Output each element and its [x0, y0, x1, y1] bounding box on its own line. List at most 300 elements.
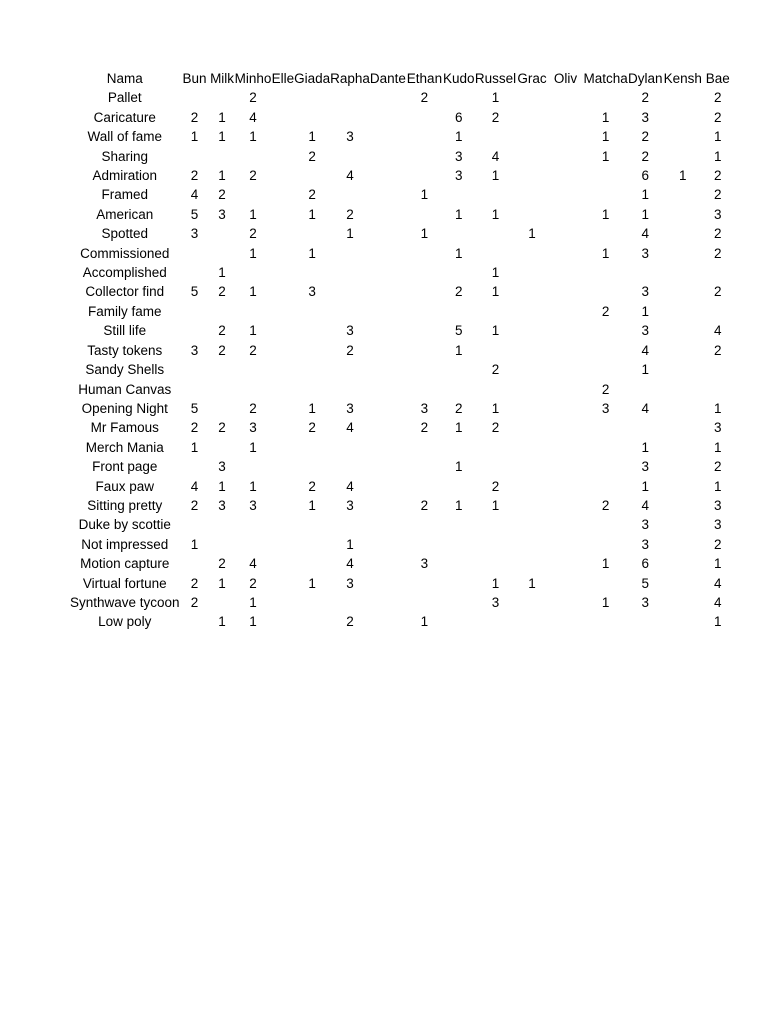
value-cell[interactable]: 4 — [641, 497, 649, 513]
value-cell[interactable]: 1 — [190, 439, 199, 455]
value-cell[interactable] — [406, 438, 443, 457]
value-cell[interactable] — [330, 282, 370, 301]
value-cell[interactable]: 1 — [491, 265, 500, 281]
value-cell[interactable]: 2 — [601, 497, 610, 513]
value-cell[interactable] — [210, 593, 235, 612]
value-cell[interactable] — [516, 88, 547, 107]
value-cell[interactable] — [272, 205, 295, 224]
value-cell[interactable] — [294, 515, 330, 534]
value-cell[interactable] — [628, 263, 663, 282]
value-cell[interactable]: 3 — [641, 245, 649, 261]
value-cell[interactable]: 2 — [601, 381, 610, 397]
value-cell[interactable] — [516, 185, 547, 204]
value-cell[interactable]: 2 — [249, 575, 257, 591]
value-cell[interactable] — [663, 418, 703, 437]
value-cell[interactable] — [443, 612, 475, 631]
row-label-cell[interactable]: Mr Famous — [90, 420, 159, 436]
value-cell[interactable] — [272, 321, 295, 340]
value-cell[interactable]: 2 — [420, 497, 429, 513]
value-cell[interactable] — [547, 321, 583, 340]
value-cell[interactable]: 6 — [641, 168, 649, 184]
value-cell[interactable] — [406, 302, 443, 321]
value-cell[interactable] — [235, 263, 272, 282]
value-cell[interactable] — [474, 380, 516, 399]
column-header-cell[interactable]: Ethan — [406, 71, 443, 86]
value-cell[interactable] — [370, 88, 406, 107]
value-cell[interactable] — [272, 185, 295, 204]
value-cell[interactable]: 1 — [713, 614, 722, 630]
value-cell[interactable] — [235, 302, 272, 321]
value-cell[interactable] — [370, 360, 406, 379]
value-cell[interactable] — [663, 282, 703, 301]
value-cell[interactable] — [547, 147, 583, 166]
row-label-cell[interactable]: Tasty tokens — [87, 342, 163, 358]
value-cell[interactable] — [210, 147, 235, 166]
value-cell[interactable]: 2 — [308, 187, 316, 203]
value-cell[interactable] — [294, 302, 330, 321]
value-cell[interactable] — [272, 224, 295, 243]
value-cell[interactable]: 2 — [346, 206, 354, 222]
value-cell[interactable]: 2 — [308, 148, 316, 164]
value-cell[interactable] — [547, 477, 583, 496]
value-cell[interactable] — [294, 360, 330, 379]
value-cell[interactable]: 2 — [190, 594, 199, 610]
value-cell[interactable] — [547, 108, 583, 127]
value-cell[interactable] — [663, 612, 703, 631]
value-cell[interactable] — [294, 535, 330, 554]
value-cell[interactable] — [474, 438, 516, 457]
value-cell[interactable] — [180, 321, 210, 340]
value-cell[interactable] — [210, 380, 235, 399]
value-cell[interactable]: 1 — [249, 284, 257, 300]
value-cell[interactable] — [583, 574, 627, 593]
value-cell[interactable] — [370, 263, 406, 282]
value-cell[interactable]: 5 — [190, 400, 199, 416]
row-label-cell[interactable]: Opening Night — [81, 400, 168, 416]
value-cell[interactable] — [443, 535, 475, 554]
value-cell[interactable] — [663, 224, 703, 243]
value-cell[interactable] — [443, 360, 475, 379]
value-cell[interactable]: 1 — [713, 556, 722, 572]
value-cell[interactable]: 2 — [420, 420, 429, 436]
row-label-cell[interactable]: Spotted — [101, 226, 149, 242]
row-label-cell[interactable]: Front page — [92, 459, 158, 475]
column-header-cell[interactable]: Elle — [271, 71, 295, 86]
value-cell[interactable] — [443, 302, 475, 321]
value-cell[interactable]: 5 — [641, 575, 649, 591]
value-cell[interactable] — [663, 263, 703, 282]
value-cell[interactable]: 1 — [308, 245, 316, 261]
value-cell[interactable] — [516, 593, 547, 612]
value-cell[interactable] — [330, 244, 370, 263]
value-cell[interactable] — [370, 108, 406, 127]
value-cell[interactable]: 3 — [346, 323, 354, 339]
value-cell[interactable] — [370, 418, 406, 437]
value-cell[interactable] — [547, 166, 583, 185]
value-cell[interactable] — [272, 147, 295, 166]
value-cell[interactable] — [272, 263, 295, 282]
value-cell[interactable] — [663, 399, 703, 418]
value-cell[interactable]: 2 — [249, 226, 257, 242]
value-cell[interactable] — [516, 515, 547, 534]
value-cell[interactable] — [294, 108, 330, 127]
value-cell[interactable] — [210, 438, 235, 457]
value-cell[interactable] — [180, 457, 210, 476]
value-cell[interactable] — [663, 574, 703, 593]
value-cell[interactable]: 1 — [454, 497, 463, 513]
value-cell[interactable] — [180, 380, 210, 399]
value-cell[interactable]: 3 — [346, 400, 354, 416]
value-cell[interactable] — [406, 108, 443, 127]
value-cell[interactable]: 1 — [249, 439, 257, 455]
value-cell[interactable] — [370, 515, 406, 534]
value-cell[interactable]: 3 — [713, 420, 722, 436]
value-cell[interactable]: 2 — [346, 342, 354, 358]
value-cell[interactable]: 3 — [641, 459, 649, 475]
value-cell[interactable] — [330, 457, 370, 476]
value-cell[interactable]: 1 — [678, 168, 687, 184]
value-cell[interactable] — [547, 185, 583, 204]
value-cell[interactable] — [547, 457, 583, 476]
value-cell[interactable] — [294, 341, 330, 360]
row-label-cell[interactable]: Wall of fame — [87, 129, 163, 145]
value-cell[interactable] — [294, 224, 330, 243]
value-cell[interactable]: 2 — [420, 90, 429, 106]
value-cell[interactable] — [547, 496, 583, 515]
value-cell[interactable]: 3 — [641, 323, 649, 339]
value-cell[interactable]: 1 — [491, 323, 500, 339]
value-cell[interactable] — [235, 185, 272, 204]
value-cell[interactable] — [235, 380, 272, 399]
value-cell[interactable]: 6 — [641, 556, 649, 572]
value-cell[interactable]: 2 — [308, 478, 316, 494]
value-cell[interactable]: 1 — [420, 614, 429, 630]
value-cell[interactable]: 1 — [641, 303, 649, 319]
value-cell[interactable] — [272, 574, 295, 593]
value-cell[interactable] — [272, 282, 295, 301]
value-cell[interactable]: 4 — [641, 400, 649, 416]
value-cell[interactable]: 1 — [249, 245, 257, 261]
value-cell[interactable]: 2 — [491, 109, 500, 125]
value-cell[interactable] — [547, 554, 583, 573]
value-cell[interactable] — [272, 127, 295, 146]
value-cell[interactable] — [272, 380, 295, 399]
value-cell[interactable]: 1 — [249, 206, 257, 222]
value-cell[interactable]: 2 — [218, 187, 226, 203]
value-cell[interactable]: 3 — [420, 400, 429, 416]
value-cell[interactable]: 1 — [601, 594, 610, 610]
value-cell[interactable]: 1 — [454, 129, 463, 145]
value-cell[interactable] — [516, 438, 547, 457]
row-label-cell[interactable]: Collector find — [85, 284, 165, 300]
value-cell[interactable] — [703, 360, 733, 379]
column-header-cell[interactable]: Kudo — [442, 71, 475, 86]
value-cell[interactable] — [663, 438, 703, 457]
value-cell[interactable]: 2 — [454, 400, 463, 416]
value-cell[interactable]: 2 — [713, 536, 722, 552]
value-cell[interactable] — [180, 263, 210, 282]
value-cell[interactable] — [516, 457, 547, 476]
value-cell[interactable] — [583, 418, 627, 437]
value-cell[interactable] — [330, 302, 370, 321]
value-cell[interactable] — [294, 88, 330, 107]
value-cell[interactable] — [406, 515, 443, 534]
value-cell[interactable]: 1 — [190, 536, 199, 552]
value-cell[interactable] — [663, 321, 703, 340]
value-cell[interactable]: 2 — [713, 245, 722, 261]
value-cell[interactable] — [516, 263, 547, 282]
value-cell[interactable]: 3 — [454, 148, 463, 164]
value-cell[interactable] — [547, 302, 583, 321]
value-cell[interactable]: 1 — [346, 536, 354, 552]
value-cell[interactable] — [406, 593, 443, 612]
value-cell[interactable]: 3 — [491, 594, 500, 610]
row-label-cell[interactable]: Pallet — [107, 90, 142, 106]
row-label-cell[interactable]: Human Canvas — [78, 381, 172, 397]
row-label-cell[interactable]: Sandy Shells — [85, 362, 165, 378]
value-cell[interactable] — [583, 282, 627, 301]
value-cell[interactable]: 1 — [491, 497, 500, 513]
value-cell[interactable]: 2 — [713, 284, 722, 300]
row-label-cell[interactable]: Sitting pretty — [87, 497, 163, 513]
value-cell[interactable]: 1 — [491, 168, 500, 184]
value-cell[interactable] — [663, 535, 703, 554]
value-cell[interactable] — [703, 263, 733, 282]
value-cell[interactable]: 4 — [346, 556, 354, 572]
value-cell[interactable] — [474, 457, 516, 476]
value-cell[interactable]: 6 — [454, 109, 463, 125]
value-cell[interactable] — [583, 438, 627, 457]
value-cell[interactable]: 2 — [491, 362, 500, 378]
column-header-cell[interactable]: Grac — [517, 71, 547, 86]
value-cell[interactable] — [272, 515, 295, 534]
value-cell[interactable] — [583, 515, 627, 534]
value-cell[interactable] — [547, 205, 583, 224]
row-label-cell[interactable]: Framed — [101, 187, 149, 203]
value-cell[interactable]: 4 — [713, 323, 722, 339]
value-cell[interactable] — [663, 554, 703, 573]
value-cell[interactable] — [210, 515, 235, 534]
value-cell[interactable]: 2 — [190, 575, 199, 591]
value-cell[interactable]: 3 — [641, 109, 649, 125]
value-cell[interactable]: 2 — [713, 459, 722, 475]
value-cell[interactable] — [370, 554, 406, 573]
value-cell[interactable] — [370, 380, 406, 399]
value-cell[interactable] — [663, 244, 703, 263]
column-header-cell[interactable]: Russel — [474, 71, 517, 86]
value-cell[interactable] — [703, 302, 733, 321]
value-cell[interactable]: 1 — [308, 206, 316, 222]
value-cell[interactable]: 4 — [346, 478, 354, 494]
value-cell[interactable]: 1 — [249, 594, 257, 610]
value-cell[interactable] — [663, 127, 703, 146]
value-cell[interactable] — [235, 360, 272, 379]
value-cell[interactable] — [516, 380, 547, 399]
value-cell[interactable]: 3 — [713, 517, 722, 533]
column-header-cell[interactable]: Minho — [234, 71, 272, 86]
column-header-cell[interactable]: Rapha — [330, 71, 370, 86]
value-cell[interactable] — [294, 166, 330, 185]
value-cell[interactable] — [547, 535, 583, 554]
value-cell[interactable]: 4 — [249, 556, 257, 572]
value-cell[interactable] — [406, 147, 443, 166]
value-cell[interactable] — [663, 88, 703, 107]
value-cell[interactable]: 1 — [218, 478, 226, 494]
value-cell[interactable] — [406, 263, 443, 282]
value-cell[interactable] — [547, 593, 583, 612]
value-cell[interactable]: 1 — [713, 400, 722, 416]
value-cell[interactable]: 3 — [308, 284, 316, 300]
value-cell[interactable] — [516, 244, 547, 263]
value-cell[interactable] — [547, 574, 583, 593]
value-cell[interactable] — [516, 108, 547, 127]
value-cell[interactable]: 5 — [190, 284, 199, 300]
column-header-cell[interactable]: Kensh — [663, 71, 702, 86]
value-cell[interactable] — [663, 185, 703, 204]
value-cell[interactable] — [516, 496, 547, 515]
value-cell[interactable] — [547, 418, 583, 437]
value-cell[interactable]: 2 — [491, 478, 500, 494]
value-cell[interactable]: 2 — [713, 342, 722, 358]
value-cell[interactable]: 1 — [641, 362, 649, 378]
value-cell[interactable] — [210, 224, 235, 243]
value-cell[interactable]: 1 — [601, 245, 610, 261]
value-cell[interactable] — [330, 147, 370, 166]
value-cell[interactable]: 4 — [713, 575, 722, 591]
value-cell[interactable] — [663, 302, 703, 321]
value-cell[interactable]: 2 — [218, 556, 226, 572]
value-cell[interactable]: 2 — [190, 497, 199, 513]
value-cell[interactable] — [516, 360, 547, 379]
value-cell[interactable] — [663, 108, 703, 127]
value-cell[interactable] — [370, 185, 406, 204]
value-cell[interactable] — [406, 321, 443, 340]
value-cell[interactable] — [180, 244, 210, 263]
value-cell[interactable] — [516, 554, 547, 573]
value-cell[interactable] — [180, 360, 210, 379]
value-cell[interactable] — [583, 612, 627, 631]
value-cell[interactable] — [547, 380, 583, 399]
value-cell[interactable]: 1 — [249, 614, 257, 630]
value-cell[interactable] — [443, 88, 475, 107]
value-cell[interactable] — [330, 88, 370, 107]
value-cell[interactable]: 1 — [346, 226, 354, 242]
row-label-cell[interactable]: Commissioned — [80, 245, 170, 261]
value-cell[interactable]: 2 — [249, 400, 257, 416]
value-cell[interactable] — [210, 88, 235, 107]
value-cell[interactable] — [516, 477, 547, 496]
value-cell[interactable] — [443, 185, 475, 204]
value-cell[interactable] — [180, 147, 210, 166]
value-cell[interactable]: 4 — [346, 168, 354, 184]
value-cell[interactable] — [235, 457, 272, 476]
value-cell[interactable] — [272, 612, 295, 631]
value-cell[interactable] — [474, 127, 516, 146]
value-cell[interactable] — [516, 341, 547, 360]
value-cell[interactable]: 2 — [190, 168, 199, 184]
row-label-cell[interactable]: Accomplished — [82, 265, 167, 281]
row-label-cell[interactable]: Still life — [103, 323, 147, 339]
value-cell[interactable]: 4 — [190, 187, 199, 203]
value-cell[interactable]: 3 — [346, 497, 354, 513]
value-cell[interactable] — [583, 457, 627, 476]
value-cell[interactable] — [370, 224, 406, 243]
value-cell[interactable] — [370, 341, 406, 360]
value-cell[interactable] — [210, 535, 235, 554]
value-cell[interactable]: 1 — [491, 206, 500, 222]
value-cell[interactable] — [370, 321, 406, 340]
value-cell[interactable]: 3 — [249, 497, 257, 513]
value-cell[interactable] — [330, 263, 370, 282]
value-cell[interactable]: 2 — [218, 420, 226, 436]
value-cell[interactable] — [294, 554, 330, 573]
value-cell[interactable] — [235, 147, 272, 166]
value-cell[interactable] — [583, 88, 627, 107]
value-cell[interactable]: 1 — [601, 206, 610, 222]
value-cell[interactable]: 2 — [713, 109, 722, 125]
value-cell[interactable] — [547, 360, 583, 379]
value-cell[interactable] — [547, 515, 583, 534]
value-cell[interactable] — [406, 244, 443, 263]
value-cell[interactable] — [294, 263, 330, 282]
value-cell[interactable] — [443, 515, 475, 534]
column-header-cell[interactable]: Bae — [705, 71, 730, 86]
value-cell[interactable] — [370, 457, 406, 476]
value-cell[interactable]: 5 — [454, 323, 463, 339]
value-cell[interactable] — [370, 496, 406, 515]
value-cell[interactable] — [516, 302, 547, 321]
value-cell[interactable]: 1 — [641, 439, 649, 455]
value-cell[interactable] — [272, 88, 295, 107]
row-label-cell[interactable]: Admiration — [92, 168, 158, 184]
value-cell[interactable] — [370, 205, 406, 224]
value-cell[interactable]: 4 — [641, 342, 649, 358]
value-cell[interactable] — [663, 477, 703, 496]
value-cell[interactable]: 3 — [218, 206, 226, 222]
value-cell[interactable]: 1 — [249, 323, 257, 339]
value-cell[interactable] — [370, 282, 406, 301]
value-cell[interactable]: 1 — [308, 400, 316, 416]
value-cell[interactable]: 4 — [346, 420, 354, 436]
value-cell[interactable]: 2 — [190, 420, 199, 436]
row-label-cell[interactable]: Faux paw — [95, 478, 155, 494]
value-cell[interactable] — [663, 205, 703, 224]
value-cell[interactable] — [272, 341, 295, 360]
column-header-cell[interactable]: Dylan — [627, 71, 663, 86]
value-cell[interactable]: 2 — [249, 90, 257, 106]
value-cell[interactable] — [516, 535, 547, 554]
value-cell[interactable] — [210, 244, 235, 263]
value-cell[interactable]: 5 — [190, 206, 199, 222]
value-cell[interactable]: 3 — [218, 497, 226, 513]
value-cell[interactable] — [330, 360, 370, 379]
value-cell[interactable]: 1 — [601, 148, 610, 164]
value-cell[interactable]: 3 — [641, 536, 649, 552]
value-cell[interactable]: 1 — [249, 129, 257, 145]
value-cell[interactable] — [547, 282, 583, 301]
value-cell[interactable] — [443, 554, 475, 573]
value-cell[interactable]: 1 — [218, 168, 226, 184]
value-cell[interactable] — [474, 612, 516, 631]
value-cell[interactable]: 2 — [641, 129, 649, 145]
row-label-cell[interactable]: Synthwave tycoon — [70, 594, 180, 610]
value-cell[interactable] — [547, 224, 583, 243]
value-cell[interactable] — [583, 341, 627, 360]
value-cell[interactable] — [370, 302, 406, 321]
value-cell[interactable] — [370, 477, 406, 496]
value-cell[interactable]: 2 — [308, 420, 316, 436]
value-cell[interactable]: 3 — [346, 129, 354, 145]
